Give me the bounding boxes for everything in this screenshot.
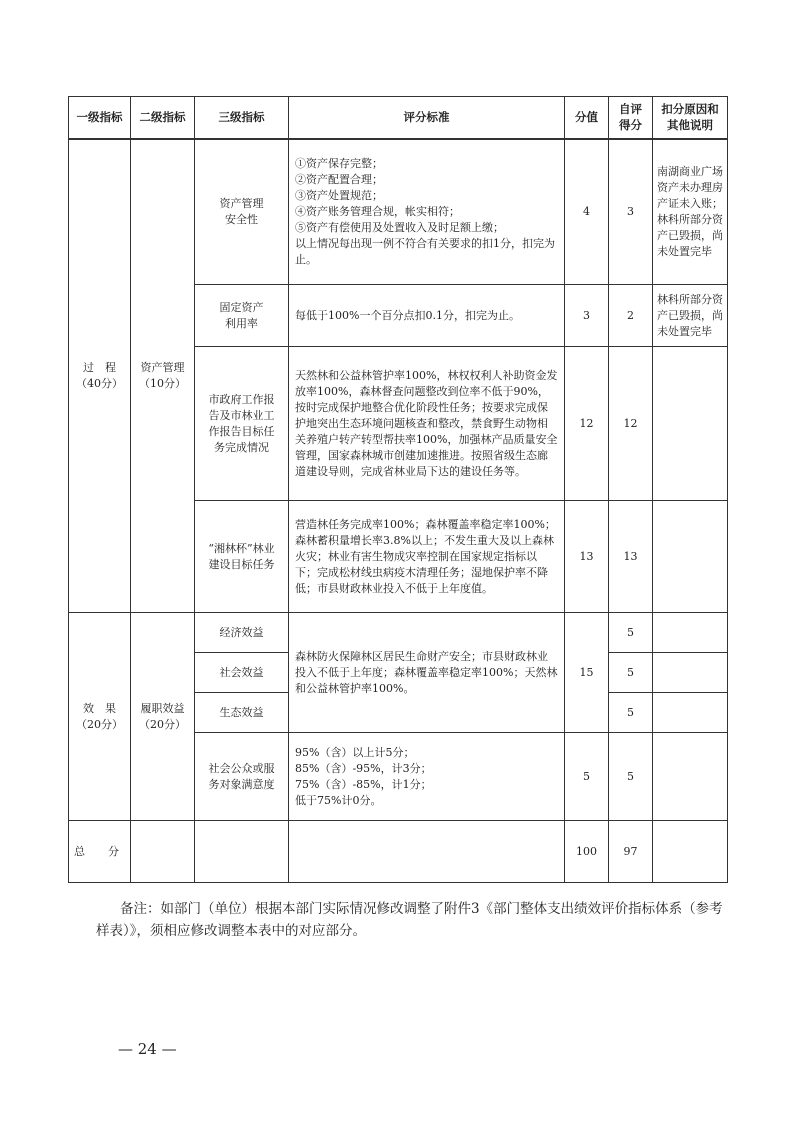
self-score-cell: 3 <box>609 139 653 285</box>
self-score-cell: 2 <box>609 285 653 347</box>
header-self-score <box>609 97 653 139</box>
self-score-cell: 5 <box>609 693 653 733</box>
criteria-cell <box>289 501 565 613</box>
total-score: 100 <box>565 821 609 883</box>
level3-line: 利用率 <box>225 316 258 330</box>
level3-cell: 经济效益 <box>195 613 289 653</box>
level3-cell: 生态效益 <box>195 693 289 733</box>
empty-cell <box>289 821 565 883</box>
evaluation-table <box>68 96 728 883</box>
criteria-line: 每低于100%一个百分点扣0.1分，扣完为止。 <box>295 308 520 322</box>
level3-line: 社会公众或服 <box>208 761 275 775</box>
criteria-line: 森林防火保障林区居民生命财产安全；市县财政林业投入不低于上年度；森林覆盖率稳定率100%；天然林和公益林管护率100%。 <box>295 649 558 695</box>
reason-cell <box>653 613 728 653</box>
level3-line: 务完成情况 <box>214 440 269 454</box>
header-level3: 三级指标 <box>195 97 289 139</box>
total-label: 总 分 <box>69 821 131 883</box>
level2-asset-line2: （10分） <box>139 376 186 390</box>
total-self-score: 97 <box>609 821 653 883</box>
table-row <box>69 613 728 653</box>
level3-line: 资产管理 <box>219 196 264 210</box>
level2-performance-benefit <box>131 613 195 821</box>
page-number: — 24 — <box>118 1040 177 1058</box>
self-score-cell: 5 <box>609 733 653 821</box>
criteria-line: ①资产保存完整； <box>295 156 383 170</box>
score-cell: 13 <box>565 501 609 613</box>
level3-line: 市政府工作报 <box>208 392 275 406</box>
level1-process-line1: 过 程 <box>83 360 116 374</box>
level1-process <box>69 139 131 613</box>
level1-effect-line2: （20分） <box>76 717 123 731</box>
reason-cell <box>653 733 728 821</box>
level1-effect-line1: 效 果 <box>83 701 116 715</box>
level1-effect <box>69 613 131 821</box>
header-reason-line2: 其他说明 <box>667 118 713 133</box>
header-row <box>69 97 728 139</box>
header-criteria: 评分标准 <box>289 97 565 139</box>
level2-asset-management <box>131 139 195 613</box>
level3-line: 安全性 <box>225 212 258 226</box>
criteria-line: 营造林任务完成率100%；森林覆盖率稳定率100%；森林蓄积量增长率3.8%以上；不发生重大及以上森林火灾；林业有害生物成灾率控制在国家规定指标以下；完成松材线虫病疫木清理任务；湿地保护率不降低；市县财政林业投入不低于上年度值。 <box>295 517 556 595</box>
criteria-line: ③资产处置规范； <box>295 188 383 202</box>
level3-cell: 社会效益 <box>195 653 289 693</box>
score-cell: 3 <box>565 285 609 347</box>
level3-line: 务对象满意度 <box>208 777 275 791</box>
self-score-cell: 5 <box>609 613 653 653</box>
level3-line: “湘林杯”林业 <box>208 541 275 555</box>
level2-benefit-line2: （20分） <box>139 717 186 731</box>
header-reason <box>653 97 728 139</box>
level3-cell <box>195 501 289 613</box>
level3-line: 作报告目标任 <box>208 424 275 438</box>
header-self-score-line2: 得分 <box>619 118 642 133</box>
reason-cell: 林科所部分资产已毁损，尚未处置完毕 <box>653 285 728 347</box>
level3-line: 建设目标任务 <box>208 557 275 571</box>
criteria-cell <box>289 139 565 285</box>
score-cell: 5 <box>565 733 609 821</box>
level3-cell <box>195 733 289 821</box>
score-cell-shared: 15 <box>565 613 609 733</box>
criteria-cell <box>289 285 565 347</box>
level2-asset-line1: 资产管理 <box>140 360 185 374</box>
header-score: 分值 <box>565 97 609 139</box>
empty-cell <box>653 821 728 883</box>
table-row <box>69 139 728 285</box>
criteria-line: 以上情况每出现一例不符合有关要求的扣1分，扣完为止。 <box>295 236 555 266</box>
header-reason-line1: 扣分原因和 <box>661 102 719 117</box>
level3-line: 告及市林业工 <box>208 408 275 422</box>
empty-cell <box>131 821 195 883</box>
reason-cell <box>653 693 728 733</box>
score-cell: 4 <box>565 139 609 285</box>
criteria-line: 低于75%计0分。 <box>295 793 382 807</box>
criteria-cell-shared <box>289 613 565 733</box>
reason-cell <box>653 347 728 501</box>
level3-cell <box>195 285 289 347</box>
criteria-line: 天然林和公益林管护率100%，林权权利人补助资金发放率100%，森林督查问题整改到位率不低于90%，按时完成保护地整合优化阶段性任务；按要求完成保护地突出生态环境问题核查和整改，禁食野生动物相关养殖户转产转型帮扶率100%，加强林产品质量安全管理，国家森林城市创建加速推进。按照省级生态廊道建设导则，完成省林业局下达的建设任务等。 <box>295 368 558 478</box>
reason-cell <box>653 501 728 613</box>
level2-benefit-line1: 履职效益 <box>140 701 185 715</box>
criteria-line: 85%（含）-95%，计3分； <box>295 761 432 775</box>
self-score-cell: 12 <box>609 347 653 501</box>
level3-cell <box>195 139 289 285</box>
self-score-cell: 5 <box>609 653 653 693</box>
criteria-line: ⑤资产有偿使用及处置收入及时足额上缴； <box>295 220 504 234</box>
header-level1: 一级指标 <box>69 97 131 139</box>
header-level2: 二级指标 <box>131 97 195 139</box>
level3-line: 固定资产 <box>219 300 264 314</box>
criteria-cell <box>289 733 565 821</box>
criteria-cell <box>289 347 565 501</box>
total-row <box>69 821 728 883</box>
level3-cell <box>195 347 289 501</box>
criteria-line: 75%（含）-85%，计1分； <box>295 777 432 791</box>
header-self-score-line1: 自评 <box>619 102 642 117</box>
reason-cell: 南湖商业广场资产未办理房产证未入账；林科所部分资产已毁损，尚未处置完毕 <box>653 139 728 285</box>
criteria-line: ②资产配置合理； <box>295 172 383 186</box>
score-cell: 12 <box>565 347 609 501</box>
criteria-line: 95%（含）以上计5分； <box>295 745 415 759</box>
self-score-cell: 13 <box>609 501 653 613</box>
empty-cell <box>195 821 289 883</box>
level1-process-line2: （40分） <box>76 376 123 390</box>
reason-cell <box>653 653 728 693</box>
criteria-line: ④资产账务管理合规，帐实相符； <box>295 204 460 218</box>
footnote: 备注：如部门（单位）根据本部门实际情况修改调整了附件3《部门整体支出绩效评价指标体系（参考样表）》，须相应修改调整本表中的对应部分。 <box>96 901 723 939</box>
